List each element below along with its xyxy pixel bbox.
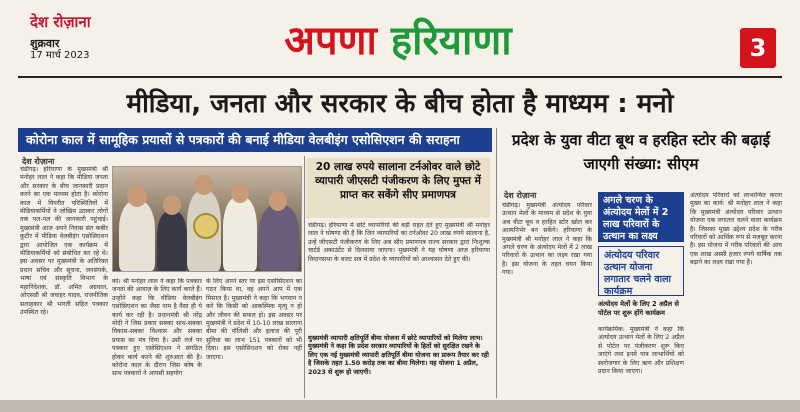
page-number: 3 (740, 28, 776, 68)
left-byline: देश रोज़ाना (22, 157, 55, 166)
news-photo (112, 166, 302, 272)
page-title-part1: अपणा (284, 18, 377, 64)
divider (304, 156, 305, 398)
page-title (248, 14, 548, 68)
highlight-box-1: अगले चरण के अंत्योदय मेलों में 2 लाख परिवारों के उत्थान का लक्ष्य (598, 192, 684, 242)
divider (496, 128, 497, 398)
masthead-rule (18, 76, 782, 78)
right-col-2: कार्यक्रमिक: मुख्यमंत्री ने कहा कि अंत्योदय उत्थान मेलों के लिए 2 अप्रैल से पोर्टल पर पंजीकरण शुरू किए जाएंगे तथा इनमें पात्र लाभार्थियों को स्वरोजगार के लिए ऋण और प्रशिक्षण प्रदान किया जाएगा। (598, 326, 684, 376)
right-col-3: अंत्योदय परिवारों को लाभान्वित करना मुख्य का कार्य: श्री मनोहर लाल ने कहा कि मुख्यमंत्री अंत्योदय परिवार उत्थान योजना एक लगातार चलने वाला कार्यक्रम है। जिसका मुख्य उद्देश्य प्रदेश के गरीब परिवारों को आर्थिक रूप से मजबूत करना है। इस योजना में गरीब परिवारों की आय एक लाख अस्सी हजार रुपये वार्षिक तक बढ़ाने का लक्ष्य रखा गया है। (690, 192, 782, 267)
middle-bold-para: मुख्यमंत्री व्यापारी क्षतिपूर्ति बीमा योजना में छोटे व्यापारियों को मिलेगा लाभ। मुख्यमंत्री ने कहा कि प्रदेश सरकार व्यापारियों के हितों को सुरक्षित रखने के लिए एक नई मुख्यमंत्री व्यापारी क्षतिपूर्ति बीमा योजना का प्रारूप तैयार कर रही है जिसके तहत 1.50 करोड़ तक का बीमा मिलेगा। यह योजना 1 अप्रैल, 2023 से शुरू हो जाएगी। (308, 334, 489, 376)
page-title-part2: हरियाणा (390, 18, 512, 64)
issue-day: शुक्रवार (30, 37, 60, 50)
left-col-3: के लिए अपने स्तर पर इस एसोसिएशन का गठन किया था, वह अपने आप में एक मिसाल है। मुख्यमंत्री ने कहा कि भगवान न करे कि किसी को आकस्मिक मृत्यु न हो और जीवन की सफल हो। इस अवसर पर मुख्यमंत्री ने प्रदेश में 10-10 लाख सालाना बीमा की पॉलिसी और इलाज की पूरी सुविधा का लाभ 151 पत्रकारों को भी दिया। इस एसोसिएशन को रोका नहीं जाएगा। (206, 278, 302, 361)
middle-subhead: 20 लाख रुपये सालाना टर्नओवर वाले छोटे व्यापारी जीएसटी पंजीकरण के लिए मुफ्त में प्राप्त कर सकेंगे सीए प्रमाणपत्र (306, 158, 490, 218)
memento-plaque (193, 213, 219, 239)
issue-date: 17 मार्च 2023 (30, 50, 90, 61)
middle-col: चंडीगढ़। हरियाणा में छोटे व्यापारियों की बड़ी राहत देते हुए मुख्यमंत्री श्री मनोहर लाल ने घोषणा की है कि जिन व्यापारियों का टर्नओवर 20 लाख रुपये सालाना है, उन्हें जीएसटी पंजीकरण के लिए अब सीए प्रमाणपत्र राज्य सरकार द्वारा निःशुल्क चार्टर्ड अकाउंटेंट से दिलवाया जाएगा। मुख्यमंत्री ने यह घोषणा आज हरियाणा विधानसभा के बजट सत्र में प्रदेश के व्यापारियों को आश्वासन देते हुए की। (308, 222, 490, 263)
right-byline: देश रोज़ाना (504, 191, 537, 200)
masthead (0, 0, 800, 78)
publication-logo: देश रोज़ाना (30, 13, 91, 31)
bottom-strip (0, 400, 800, 412)
main-headline: मीडिया, जनता और सरकार के बीच होता है माध्यम : मनो (126, 89, 674, 119)
left-col-1: चंडीगढ़। हरियाणा के मुख्यमंत्री श्री मनोहर लाल ने कहा कि मीडिया जनता और सरकार के बीच जानकारी प्रदान करने का एक माध्यम होता है। कोरोना काल में विपरीत परिस्थितियों में मीडियाकर्मियों ने जोखिम उठाकर लोगों तक पल-पल की जानकारी पहुंचाई। मुख्यमंत्री आज अपने निवास संत कबीर कुटीर में मीडिया वेलबीइंग एसोसिएशन द्वारा आयोजित एक कार्यक्रम में मीडियाकर्मियों को संबोधित कर रहे थे। इस अवसर पर मुख्यमंत्री के अतिरिक्त प्रधान सचिव और सूचना, जनसंपर्क, भाषा एवं संस्कृति विभाग के महानिदेशक, डॉ. अमित अग्रवाल, ओएसडी श्री जवाहर यादव, राजनीतिक सलाहकार श्री भारती सहित पत्रकार उपस्थित रहे। (20, 166, 108, 316)
highlight-box-3: अंत्योदय मेलों के लिए 2 अप्रैल से पोर्टल पर शुरू होंगे कार्यक्रम (598, 300, 679, 317)
left-col-2: को। श्री मनोहर लाल ने कहा कि पत्रकार जनता की आवाज़ के लिए कार्य करते हैं। उन्होंने कहा कि मीडिया वेलबीइंग एसोसिएशन का जैसा नाम है वैसा ही ये कार्य कर रही है। प्रधानमंत्री श्री नरेंद्र मोदी ने जिस प्रकार सबका साथ-सबका विकास-सबका विश्वास और सबका प्रयास का मंत्र दिया है। उसी तर्ज पर पत्रकार हुए एसोसिएशन ने संगठित होकर कार्य करने की शुरुआत की है। कोरोना काल के दौरान जिस कोष के साथ पत्रकारों ने आपसी सहयोग (112, 278, 202, 378)
right-col-1: चंडीगढ़। मुख्यमंत्री अंत्योदय परिवार उत्थान मेलों के माध्यम से प्रदेश के युवा अब वीटा बूथ व हरहित स्टोर खोल कर आत्मनिर्भर बन सकेंगे। हरियाणा के मुख्यमंत्री श्री मनोहर लाल ने कहा कि अगले चरण के अंत्योदय मेलों में 2 लाख परिवारों के उत्थान का लक्ष्य रखा गया है। इस योजना के तहत चयन किया गया। (502, 202, 592, 277)
highlight-box-2: अंत्योदय परिवार उत्थान योजना लगातार चलने वाला कार्यक्रम (598, 246, 684, 296)
left-story-bar: कोरोना काल में सामूहिक प्रयासों से पत्रकारों की बनाई मीडिया वेलबीइंग एसोसिएशन की सराहना (18, 128, 492, 152)
masthead-left (30, 14, 140, 62)
right-headline: प्रदेश के युवा वीटा बूथ व हरहित स्टोर की बढ़ाई जाएगी संख्या: सीएम (512, 131, 770, 173)
